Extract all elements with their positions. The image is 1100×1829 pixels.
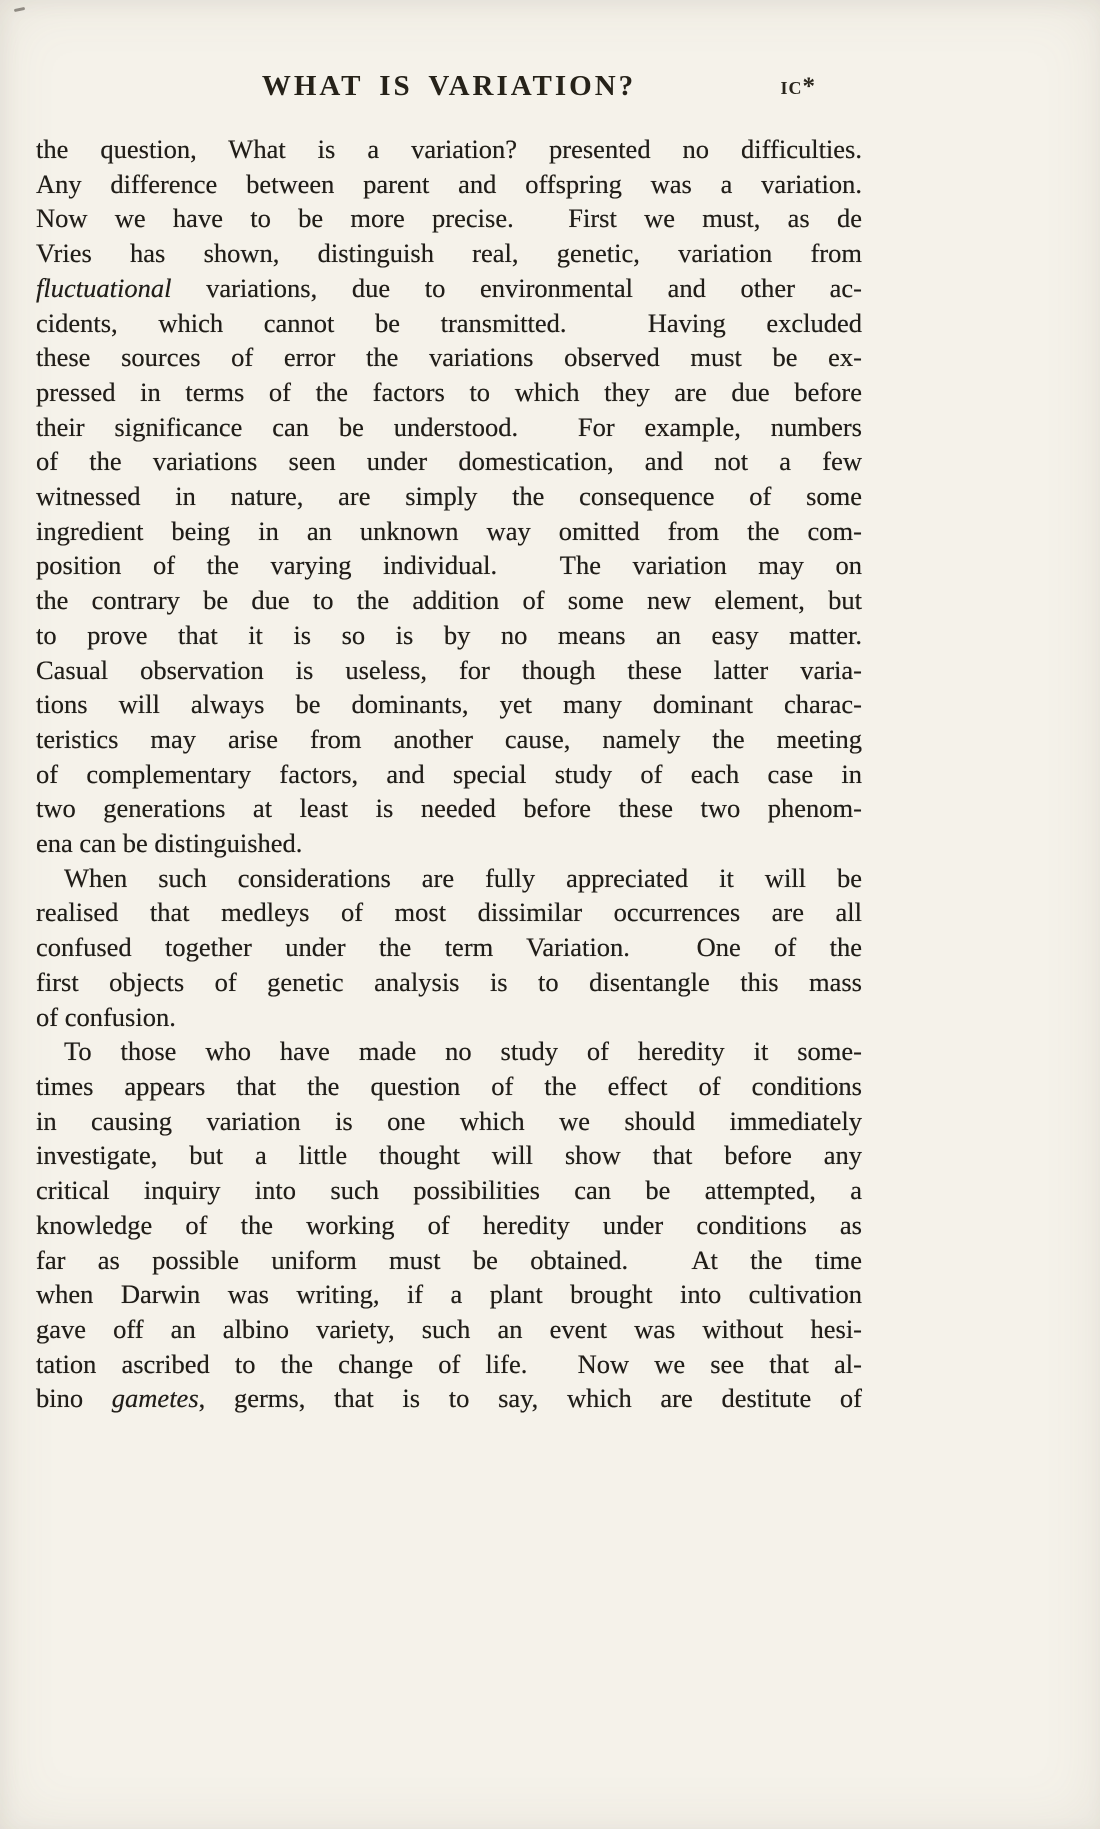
text-line <box>36 1243 862 1278</box>
text-segment: first objects of genetic analysis is to disentangle this mass <box>36 966 862 997</box>
text-line <box>36 410 862 445</box>
text-segment: teristics may arise from another cause, namely the meeting <box>36 723 862 754</box>
text-segment: cidents, which cannot be transmitted. Having excluded <box>36 307 862 338</box>
text-line <box>36 132 862 167</box>
text-segment: When such considerations are fully appreciated it will be <box>64 862 862 893</box>
text-segment: variations, due to environmental and other ac- <box>171 272 862 303</box>
text-segment: gave off an albino variety, such an event was without hesi- <box>36 1313 862 1344</box>
text-line <box>36 1000 862 1035</box>
text-segment: position of the varying individual. The variation may on <box>36 550 862 581</box>
running-head <box>36 70 862 112</box>
text-line <box>36 618 862 653</box>
text-segment: these sources of error the variations observed must be ex- <box>36 342 862 373</box>
text-segment: confused together under the term Variation. One of the <box>36 932 862 963</box>
text-line <box>36 236 862 271</box>
text-segment: To those who have made no study of heredity it some- <box>64 1036 862 1067</box>
text-column <box>36 70 862 1416</box>
page-title: WHAT IS VARIATION? <box>261 70 637 102</box>
text-segment: the question, What is a variation? presented no difficulties. <box>36 134 862 164</box>
text-line <box>36 1104 862 1139</box>
text-segment: critical inquiry into such possibilities can be attempted, a <box>36 1175 862 1206</box>
text-line <box>36 271 862 306</box>
text-segment: witnessed in nature, are simply the consequence of some <box>36 481 862 512</box>
text-segment: realised that medleys of most dissimilar occurrences are all <box>36 897 862 928</box>
text-line <box>36 791 862 826</box>
text-line <box>36 1208 862 1243</box>
text-line <box>36 722 862 757</box>
text-segment: two generations at least is needed before these two phenom- <box>36 793 862 824</box>
text-line <box>36 826 862 861</box>
text-segment: Vries has shown, distinguish real, genetic, variation from <box>36 238 862 269</box>
text-segment: times appears that the question of the effect of conditions <box>36 1070 862 1101</box>
italic-text: gametes <box>111 1383 199 1414</box>
text-segment: Casual observation is useless, for though these latter varia- <box>36 654 862 685</box>
text-line <box>36 444 862 479</box>
text-segment: Any difference between parent and offspring was a variation. <box>36 168 862 199</box>
text-segment: ena can be distinguished. <box>36 828 303 859</box>
text-segment: in causing variation is one which we should immediately <box>36 1105 862 1136</box>
text-line <box>36 1138 862 1173</box>
italic-text: fluctuational <box>36 272 172 303</box>
paragraph <box>36 861 862 1035</box>
text-line <box>36 201 862 236</box>
scan-artifact <box>14 7 25 12</box>
text-segment: knowledge of the working of heredity under conditions as <box>36 1209 862 1240</box>
text-segment: of complementary factors, and special study of each case in <box>36 758 862 789</box>
text-segment: of the variations seen under domestication, and not a few <box>36 446 862 477</box>
paragraph <box>36 132 862 861</box>
text-line <box>36 1347 862 1382</box>
text-line <box>36 1277 862 1312</box>
text-line <box>36 306 862 341</box>
text-line <box>36 479 862 514</box>
text-line <box>36 375 862 410</box>
text-segment: , germs, that is to say, which are destitute of <box>198 1383 862 1414</box>
text-segment: to prove that it is so is by no means an easy matter. <box>36 619 862 650</box>
text-line <box>36 1381 862 1416</box>
text-segment: Now we have to be more precise. First we must, as de <box>36 203 862 234</box>
text-line <box>36 1173 862 1208</box>
text-line <box>36 1069 862 1104</box>
text-line <box>36 583 862 618</box>
text-line <box>36 548 862 583</box>
text-segment: of confusion. <box>36 1001 176 1032</box>
text-line <box>36 687 862 722</box>
page-folio: ic* <box>780 73 816 100</box>
text-segment: tions will always be dominants, yet many dominant charac- <box>36 689 862 720</box>
text-segment: ingredient being in an unknown way omitted from the com- <box>36 515 862 546</box>
text-segment: their significance can be understood. For example, numbers <box>36 411 862 442</box>
text-line <box>36 895 862 930</box>
text-line <box>36 861 862 896</box>
text-segment: tation ascribed to the change of life. Now we see that al- <box>36 1348 862 1379</box>
text-line <box>36 1312 862 1347</box>
text-segment: the contrary be due to the addition of some new element, but <box>36 585 862 616</box>
text-line <box>36 653 862 688</box>
text-block <box>36 132 862 1416</box>
text-segment: far as possible uniform must be obtained. At the time <box>36 1244 862 1275</box>
text-line <box>36 965 862 1000</box>
text-segment: investigate, but a little thought will show that before any <box>36 1140 862 1171</box>
text-segment: bino <box>36 1383 112 1414</box>
text-line <box>36 167 862 202</box>
text-line <box>36 340 862 375</box>
text-line <box>36 1034 862 1069</box>
text-segment: when Darwin was writing, if a plant brought into cultivation <box>36 1279 862 1310</box>
text-line <box>36 930 862 965</box>
text-line <box>36 757 862 792</box>
paragraph <box>36 1034 862 1416</box>
text-line <box>36 514 862 549</box>
text-segment: pressed in terms of the factors to which they are due before <box>36 376 862 407</box>
